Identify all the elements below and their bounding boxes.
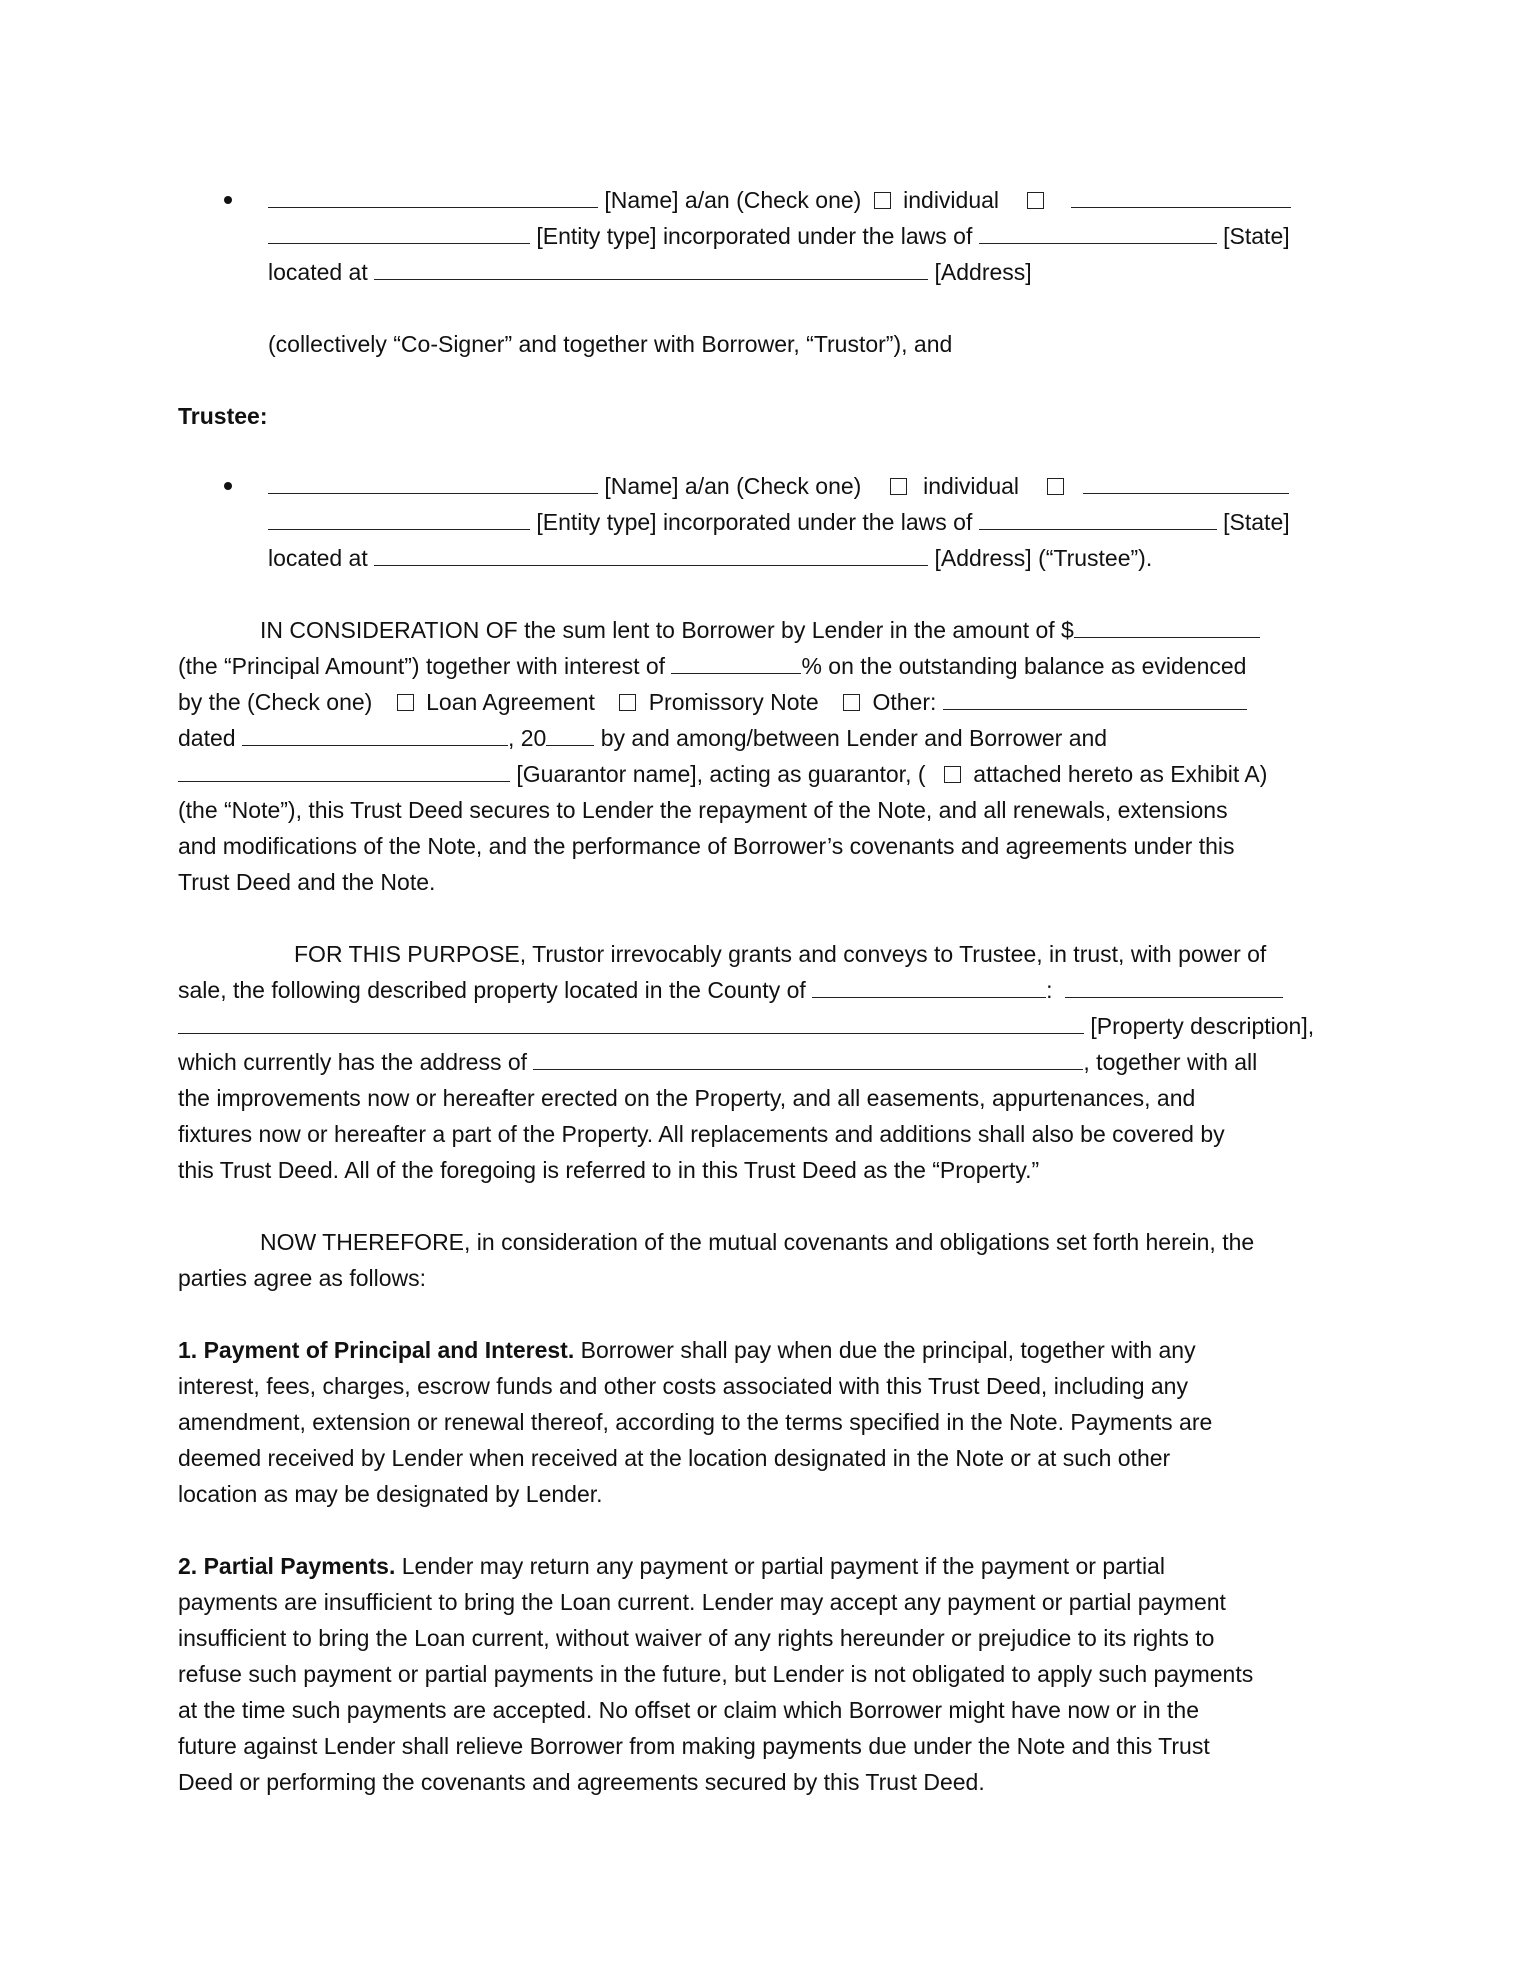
trustee-heading: Trustee: [178, 403, 268, 429]
state-blank[interactable] [979, 219, 1217, 244]
state-label: [State] [1223, 223, 1290, 249]
section-2-text: Lender may return any payment or partial payment if the payment or partial [395, 1553, 1165, 1579]
consideration-line-8: Trust Deed and the Note. [178, 869, 436, 895]
address-label: [Address] [934, 259, 1032, 285]
cosigner-address-line [268, 254, 1032, 290]
entity-checkbox[interactable] [1047, 478, 1064, 495]
exhibit-checkbox[interactable] [944, 766, 961, 783]
section-2-line-2: payments are insufficient to bring the Loan current. Lender may accept any payment or partial payment [178, 1589, 1226, 1615]
loan-agreement-checkbox[interactable] [397, 694, 414, 711]
consideration-line-2 [178, 648, 1246, 684]
section-2-line-6: future against Lender shall relieve Borrower from making payments due under the Note and this Trust [178, 1733, 1210, 1759]
year-prefix: , 20 [507, 725, 547, 751]
address-blank[interactable] [374, 255, 928, 280]
section-2-heading: 2. Partial Payments. [178, 1553, 396, 1579]
therefore-line-2: parties agree as follows: [178, 1265, 427, 1291]
individual-label: individual [923, 473, 1020, 499]
consideration-line-4 [178, 720, 1107, 756]
promissory-note-label: Promissory Note [648, 689, 819, 715]
purpose-line-1: FOR THIS PURPOSE, Trustor irrevocably grants and conveys to Trustee, in trust, with power of [294, 941, 1267, 967]
section-2-line-7: Deed or performing the covenants and agreements secured by this Trust Deed. [178, 1769, 985, 1795]
section-2-line-1 [178, 1548, 1165, 1584]
purpose-text: sale, the following described property located in the County of [178, 977, 806, 1003]
name-blank[interactable] [268, 183, 598, 208]
name-blank[interactable] [268, 469, 598, 494]
consideration-text: % on the outstanding balance as evidenced [801, 653, 1247, 679]
guarantor-label: [Guarantor name], acting as guarantor, ( [516, 761, 926, 787]
consideration-text: by and among/between Lender and Borrower and [600, 725, 1108, 751]
individual-checkbox[interactable] [890, 478, 907, 495]
consideration-line-6: (the “Note”), this Trust Deed secures to Lender the repayment of the Note, and all renewals, extensions [178, 797, 1228, 823]
name-label: [Name] a/an (Check one) [604, 473, 862, 499]
entity-type-label: [Entity type] incorporated under the laws of [536, 509, 973, 535]
exhibit-label: attached hereto as Exhibit A) [973, 761, 1268, 787]
section-1-line-1 [178, 1332, 1196, 1368]
section-1-line-3: amendment, extension or renewal thereof, according to the terms specified in the Note. Payments are [178, 1409, 1213, 1435]
individual-label: individual [903, 187, 1000, 213]
section-1-line-2: interest, fees, charges, escrow funds and other costs associated with this Trust Deed, including any [178, 1373, 1188, 1399]
bullet [224, 482, 232, 490]
state-blank[interactable] [979, 505, 1217, 530]
other-blank[interactable] [943, 685, 1247, 710]
address-label: [Address] (“Trustee”). [934, 545, 1153, 571]
purpose-line-6: fixtures now or hereafter a part of the Property. All replacements and additions shall also be covered by [178, 1121, 1225, 1147]
property-description-label: [Property description], [1090, 1013, 1315, 1039]
section-2-line-5: at the time such payments are accepted. No offset or claim which Borrower might have now or in the [178, 1697, 1200, 1723]
located-at-label: located at [268, 259, 368, 285]
entity-type-blank[interactable] [268, 505, 530, 530]
cosigner-entity-line [268, 218, 1290, 254]
purpose-text: : [1046, 977, 1053, 1003]
trustee-address-line [268, 540, 1152, 576]
section-2-line-3: insufficient to bring the Loan current, without waiver of any rights hereunder or prejudice to its rights to [178, 1625, 1215, 1651]
guarantor-blank[interactable] [178, 757, 510, 782]
interest-blank[interactable] [671, 649, 801, 674]
bullet [224, 196, 232, 204]
cosigner-name-line [268, 182, 1291, 218]
loan-agreement-label: Loan Agreement [426, 689, 595, 715]
individual-checkbox[interactable] [874, 192, 891, 209]
located-at-label: located at [268, 545, 368, 571]
state-label: [State] [1223, 509, 1290, 535]
property-blank[interactable] [1065, 973, 1283, 998]
entity-blank[interactable] [1071, 183, 1291, 208]
purpose-line-2 [178, 972, 1283, 1008]
section-1-heading: 1. Payment of Principal and Interest. [178, 1337, 575, 1363]
consideration-text: IN CONSIDERATION OF the sum lent to Borrower by Lender in the amount of $ [260, 617, 1074, 643]
consideration-text: by the (Check one) [178, 689, 373, 715]
therefore-line-1: NOW THEREFORE, in consideration of the mutual covenants and obligations set forth herein, the [260, 1229, 1255, 1255]
section-1-text: Borrower shall pay when due the principal, together with any [574, 1337, 1196, 1363]
section-1-line-5: location as may be designated by Lender. [178, 1481, 603, 1507]
purpose-text: , together with all [1083, 1049, 1258, 1075]
dated-label: dated [178, 725, 236, 751]
date-blank[interactable] [242, 721, 508, 746]
other-checkbox[interactable] [843, 694, 860, 711]
name-label: [Name] a/an (Check one) [604, 187, 862, 213]
purpose-text: which currently has the address of [178, 1049, 528, 1075]
purpose-line-3 [178, 1008, 1314, 1044]
entity-type-label: [Entity type] incorporated under the laws of [536, 223, 973, 249]
entity-blank[interactable] [1083, 469, 1289, 494]
property-description-blank[interactable] [178, 1009, 1084, 1034]
entity-type-blank[interactable] [268, 219, 530, 244]
address-blank[interactable] [374, 541, 928, 566]
cosigner-collective-text: (collectively “Co-Signer” and together with Borrower, “Trustor”), and [268, 331, 953, 357]
consideration-line-1 [260, 612, 1260, 648]
section-1-line-4: deemed received by Lender when received at the location designated in the Note or at such other [178, 1445, 1171, 1471]
promissory-note-checkbox[interactable] [619, 694, 636, 711]
year-blank[interactable] [546, 721, 594, 746]
section-2-line-4: refuse such payment or partial payments in the future, but Lender is not obligated to apply such payments [178, 1661, 1254, 1687]
county-blank[interactable] [812, 973, 1046, 998]
trustee-entity-line [268, 504, 1290, 540]
amount-blank[interactable] [1074, 613, 1260, 638]
other-label: Other: [872, 689, 937, 715]
consideration-line-5 [178, 756, 1267, 792]
consideration-line-3 [178, 684, 1247, 720]
property-address-blank[interactable] [533, 1045, 1083, 1070]
consideration-text: (the “Principal Amount”) together with interest of [178, 653, 666, 679]
entity-checkbox[interactable] [1027, 192, 1044, 209]
trustee-name-line [268, 468, 1289, 504]
purpose-line-5: the improvements now or hereafter erected on the Property, and all easements, appurtenances, and [178, 1085, 1196, 1111]
purpose-line-7: this Trust Deed. All of the foregoing is referred to in this Trust Deed as the “Property.” [178, 1157, 1040, 1183]
purpose-line-4 [178, 1044, 1257, 1080]
consideration-line-7: and modifications of the Note, and the performance of Borrower’s covenants and agreements under this [178, 833, 1235, 859]
